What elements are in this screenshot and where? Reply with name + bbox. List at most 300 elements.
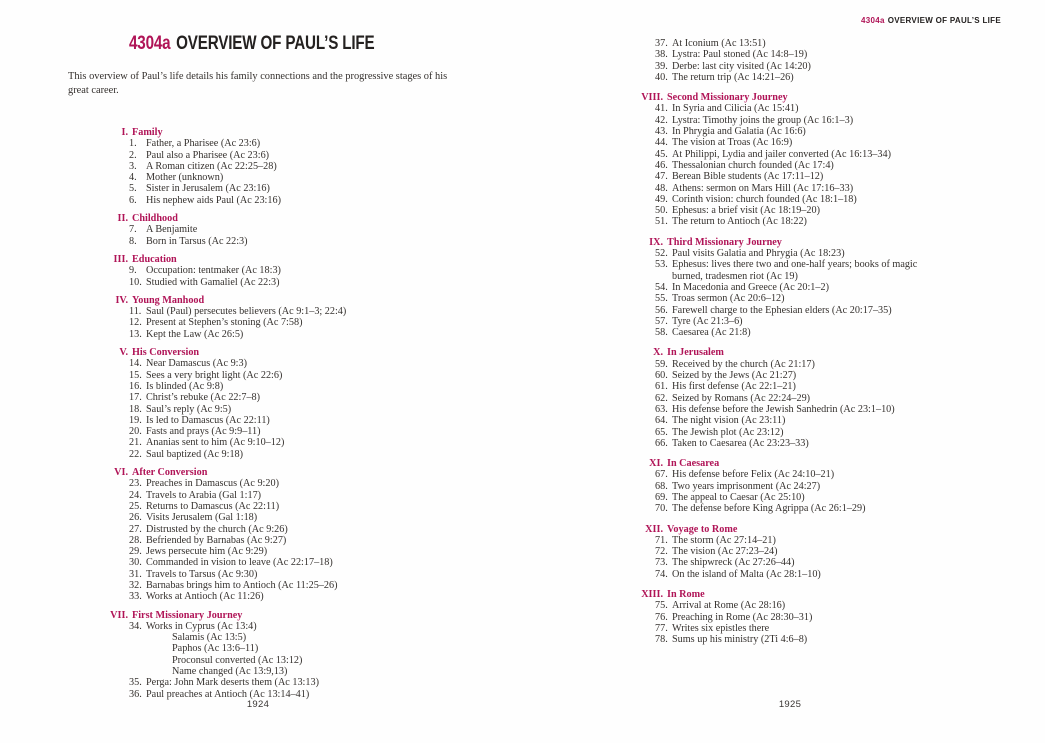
outline-item	[129, 512, 432, 523]
section-title: After Conversion	[132, 467, 208, 479]
item-number: 27.	[129, 523, 142, 535]
outline-section	[637, 237, 943, 339]
section-heading	[98, 295, 432, 306]
item-text: Ephesus: a brief visit (Ac 18:19–20)	[672, 205, 820, 217]
outline-item	[655, 115, 943, 126]
item-text: A Benjamite	[146, 224, 198, 236]
item-text: The appeal to Caesar (Ac 25:10)	[672, 491, 805, 503]
article-number: 4304a	[129, 33, 171, 54]
item-text: The return to Antioch (Ac 18:22)	[672, 216, 807, 228]
outline-item	[129, 195, 432, 206]
outline-item	[655, 481, 943, 492]
item-text: Visits Jerusalem (Gal 1:18)	[146, 512, 258, 524]
outline-item	[655, 359, 943, 370]
item-number: 7.	[129, 224, 137, 236]
outline-section	[637, 347, 943, 449]
article-title	[129, 33, 375, 55]
item-text: Travels to Tarsus (Ac 9:30)	[146, 568, 258, 580]
item-text: Returns to Damascus (Ac 22:11)	[146, 500, 280, 512]
item-text: In Phrygia and Galatia (Ac 16:6)	[672, 126, 806, 138]
outline-item	[129, 358, 432, 369]
item-text: His nephew aids Paul (Ac 23:16)	[146, 194, 281, 206]
item-number: 38.	[655, 49, 668, 61]
item-text: Derbe: last city visited (Ac 14:20)	[672, 60, 811, 72]
section-numeral: IV.	[115, 294, 128, 306]
item-number: 47.	[655, 171, 668, 183]
section-numeral: XI.	[649, 458, 663, 470]
item-text: A Roman citizen (Ac 22:25–28)	[146, 160, 277, 172]
section-items	[637, 469, 943, 514]
item-number: 46.	[655, 159, 668, 171]
outline-item	[655, 370, 943, 381]
section-numeral: VII.	[110, 609, 128, 621]
section-heading	[98, 213, 432, 224]
item-number: 61.	[655, 381, 668, 393]
outline-item	[655, 293, 943, 304]
outline-section	[98, 295, 432, 340]
item-text: Sums up his ministry (2Ti 4:6–8)	[672, 634, 808, 646]
outline-item	[655, 305, 943, 316]
outline-section	[637, 524, 943, 580]
item-text: Seized by the Jews (Ac 21:27)	[672, 370, 797, 382]
outline-item	[655, 546, 943, 557]
outline-right-column	[637, 38, 943, 646]
item-number: 57.	[655, 315, 668, 327]
item-number: 10.	[129, 276, 142, 288]
outline-item	[655, 61, 943, 72]
outline-item	[129, 426, 432, 437]
item-text: Saul baptized (Ac 9:18)	[146, 448, 244, 460]
page-number-right: 1925	[778, 699, 802, 710]
outline-item	[129, 501, 432, 512]
outline-section	[98, 254, 432, 288]
outline-item	[129, 535, 432, 546]
item-text: The vision (Ac 27:23–24)	[672, 546, 778, 558]
outline-item	[655, 72, 943, 83]
outline-item	[129, 329, 432, 340]
item-text: Perga: John Mark deserts them (Ac 13:13)	[146, 677, 319, 689]
outline-item	[655, 427, 943, 438]
item-number: 14.	[129, 358, 142, 370]
item-text: The return trip (Ac 14:21–26)	[672, 71, 794, 83]
outline-item	[129, 490, 432, 501]
outline-item	[129, 370, 432, 381]
item-number: 73.	[655, 557, 668, 569]
item-number: 3.	[129, 160, 137, 172]
outline-section	[98, 610, 432, 700]
outline-item	[129, 277, 432, 288]
item-number: 33.	[129, 591, 142, 603]
item-number: 2.	[129, 149, 137, 161]
outline-item	[655, 393, 943, 404]
section-heading	[637, 92, 943, 103]
item-number: 55.	[655, 293, 668, 305]
item-text: The Jewish plot (Ac 23:12)	[672, 426, 784, 438]
item-text: Barnabas brings him to Antioch (Ac 11:25–26)	[146, 579, 338, 591]
section-numeral: I.	[121, 127, 128, 138]
item-number: 72.	[655, 546, 668, 558]
section-items	[637, 359, 943, 449]
item-number: 77.	[655, 622, 668, 634]
section-items	[98, 306, 432, 340]
item-text: Troas sermon (Ac 20:6–12)	[672, 293, 785, 305]
section-numeral: III.	[113, 253, 128, 265]
outline-item	[129, 161, 432, 172]
item-number: 42.	[655, 114, 668, 126]
outline-section	[637, 458, 943, 514]
outline-item	[655, 569, 943, 580]
outline-section	[637, 92, 943, 228]
outline-item	[655, 634, 943, 645]
item-text: Commanded in vision to leave (Ac 22:17–18)	[146, 557, 333, 569]
item-number: 24.	[129, 489, 142, 501]
section-numeral: X.	[653, 347, 663, 359]
outline-item	[655, 126, 943, 137]
page-number-left: 1924	[246, 699, 270, 710]
right-sections	[637, 92, 943, 645]
item-number: 18.	[129, 403, 142, 415]
item-number: 60.	[655, 370, 668, 382]
outline-section	[98, 127, 432, 206]
item-text: Jews persecute him (Ac 9:29)	[146, 546, 268, 558]
item-number: 49.	[655, 193, 668, 205]
intro-paragraph: This overview of Paul’s life details his family connections and the progressive stages of his great career.	[68, 71, 448, 96]
item-number: 5.	[129, 183, 137, 195]
outline-item	[129, 591, 432, 602]
outline-item	[129, 580, 432, 591]
item-number: 25.	[129, 500, 142, 512]
item-text: Sister in Jerusalem (Ac 23:16)	[146, 183, 270, 195]
item-number: 13.	[129, 328, 142, 340]
outline-item	[655, 438, 943, 449]
item-text: Lystra: Timothy joins the group (Ac 16:1–3)	[672, 114, 854, 126]
outline-item	[655, 38, 943, 49]
section-items	[98, 358, 432, 460]
section-title: In Jerusalem	[667, 347, 724, 359]
item-number: 15.	[129, 369, 142, 381]
item-number: 59.	[655, 358, 668, 370]
outline-item	[129, 546, 432, 557]
outline-item	[655, 194, 943, 205]
item-text: Caesarea (Ac 21:8)	[672, 327, 751, 339]
section-numeral: XIII.	[641, 589, 663, 601]
item-text: Preaching in Rome (Ac 28:30–31)	[672, 611, 813, 623]
item-number: 28.	[129, 534, 142, 546]
section-numeral: XII.	[645, 523, 663, 535]
item-number: 53.	[655, 259, 668, 271]
item-number: 29.	[129, 546, 142, 558]
outline-item	[129, 183, 432, 194]
section-title: Young Manhood	[132, 294, 205, 306]
outline-item	[129, 317, 432, 328]
section-heading	[637, 458, 943, 469]
item-number: 1.	[129, 138, 137, 150]
item-number: 32.	[129, 579, 142, 591]
item-text: The shipwreck (Ac 27:26–44)	[672, 557, 795, 569]
section-heading	[98, 610, 432, 621]
item-number: 19.	[129, 414, 142, 426]
outline-item	[655, 535, 943, 546]
outline-item	[655, 316, 943, 327]
item-number: 17.	[129, 392, 142, 404]
item-text: Christ’s rebuke (Ac 22:7–8)	[146, 392, 261, 404]
outline-item	[129, 449, 432, 460]
item-text: Taken to Caesarea (Ac 23:23–33)	[672, 437, 809, 449]
section-items	[637, 600, 943, 645]
item-number: 76.	[655, 611, 668, 623]
outline-item	[129, 689, 432, 700]
item-number: 58.	[655, 327, 668, 339]
article-title-text: OVERVIEW OF PAUL’S LIFE	[176, 33, 375, 54]
item-text: Writes six epistles there	[672, 622, 770, 634]
outline-section	[98, 467, 432, 603]
section-title: Family	[132, 127, 163, 138]
outline-item	[129, 569, 432, 580]
outline-item	[129, 478, 432, 489]
item-number: 22.	[129, 448, 142, 460]
item-number: 64.	[655, 415, 668, 427]
outline-item	[655, 137, 943, 148]
item-text: Works in Cyprus (Ac 13:4)	[146, 620, 257, 632]
outline-item	[655, 259, 943, 282]
outline-subitem	[129, 632, 432, 643]
item-text: Befriended by Barnabas (Ac 9:27)	[146, 534, 287, 546]
outline-item	[655, 404, 943, 415]
section-heading	[98, 127, 432, 138]
outline-item	[655, 160, 943, 171]
item-text: Occupation: tentmaker (Ac 18:3)	[146, 265, 281, 277]
item-number: 21.	[129, 437, 142, 449]
outline-item	[129, 404, 432, 415]
outline-item	[655, 49, 943, 60]
section-numeral: V.	[119, 347, 128, 359]
item-text: Works at Antioch (Ac 11:26)	[146, 591, 264, 603]
section-items	[637, 535, 943, 580]
item-number: 35.	[129, 677, 142, 689]
section-items	[98, 621, 432, 700]
outline-subitem	[129, 655, 432, 666]
outline-item	[129, 150, 432, 161]
running-head	[861, 16, 1001, 25]
item-text: Near Damascus (Ac 9:3)	[146, 358, 247, 370]
outline-item	[129, 621, 432, 632]
section-heading	[637, 237, 943, 248]
item-number: 67.	[655, 469, 668, 481]
item-text: Paul visits Galatia and Phrygia (Ac 18:23)	[672, 248, 845, 260]
outline-item	[129, 138, 432, 149]
item-text: Two years imprisonment (Ac 24:27)	[672, 480, 821, 492]
item-number: 4.	[129, 172, 137, 184]
item-text: Seized by Romans (Ac 22:24–29)	[672, 392, 811, 404]
section-items	[98, 478, 432, 602]
section-items	[637, 248, 943, 338]
outline-item	[129, 381, 432, 392]
item-text: Paphos (Ac 13:6–11)	[172, 643, 259, 655]
item-text: Travels to Arabia (Gal 1:17)	[146, 489, 262, 501]
outline-item	[655, 623, 943, 634]
outline-item	[129, 677, 432, 688]
item-text: Father, a Pharisee (Ac 23:6)	[146, 138, 261, 150]
outline-item	[129, 524, 432, 535]
item-number: 20.	[129, 426, 142, 438]
item-text: Proconsul converted (Ac 13:12)	[172, 654, 303, 666]
section-items	[98, 265, 432, 288]
section-title: Third Missionary Journey	[667, 236, 782, 248]
item-text: On the island of Malta (Ac 28:1–10)	[672, 568, 821, 580]
section-heading	[637, 524, 943, 535]
section-items	[98, 138, 432, 206]
outline-item	[655, 469, 943, 480]
item-number: 50.	[655, 205, 668, 217]
item-number: 71.	[655, 534, 668, 546]
item-number: 6.	[129, 194, 137, 206]
item-number: 51.	[655, 216, 668, 228]
item-text: Saul (Paul) persecutes believers (Ac 9:1–3; 22:4)	[146, 306, 347, 318]
item-text: The defense before King Agrippa (Ac 26:1–29)	[672, 503, 866, 515]
item-text: His defense before Felix (Ac 24:10–21)	[672, 469, 835, 481]
section-title: In Caesarea	[667, 458, 720, 470]
item-number: 11.	[129, 306, 142, 318]
outline-item	[655, 248, 943, 259]
outline-item	[655, 557, 943, 568]
section-title: Childhood	[132, 213, 178, 225]
item-number: 56.	[655, 304, 668, 316]
section-heading	[98, 347, 432, 358]
section-numeral: VIII.	[641, 92, 663, 104]
outline-item	[129, 236, 432, 247]
outline-item	[655, 282, 943, 293]
outline-section	[98, 347, 432, 460]
item-number: 23.	[129, 478, 142, 490]
item-number: 69.	[655, 491, 668, 503]
item-number: 43.	[655, 126, 668, 138]
item-text: Corinth vision: church founded (Ac 18:1–18)	[672, 193, 857, 205]
item-number: 37.	[655, 38, 668, 49]
item-number: 40.	[655, 71, 668, 83]
item-text: Lystra: Paul stoned (Ac 14:8–19)	[672, 49, 808, 61]
outline-item	[129, 306, 432, 317]
item-text: His first defense (Ac 22:1–21)	[672, 381, 796, 393]
outline-item	[655, 612, 943, 623]
item-number: 48.	[655, 182, 668, 194]
outline-item	[129, 392, 432, 403]
item-number: 44.	[655, 137, 668, 149]
item-text: Distrusted by the church (Ac 9:26)	[146, 523, 288, 535]
item-text: Preaches in Damascus (Ac 9:20)	[146, 478, 279, 490]
section-numeral: VI.	[114, 467, 128, 479]
outline-item	[129, 265, 432, 276]
running-head-text: OVERVIEW OF PAUL’S LIFE	[887, 16, 1001, 25]
item-number: 34.	[129, 620, 142, 632]
item-number: 63.	[655, 403, 668, 415]
item-text: Tyre (Ac 21:3–6)	[672, 315, 743, 327]
section-title: First Missionary Journey	[132, 609, 243, 621]
outline-item	[655, 492, 943, 503]
item-text: Is led to Damascus (Ac 22:11)	[146, 414, 270, 426]
item-text: Name changed (Ac 13:9,13)	[172, 666, 288, 678]
item-text: Farewell charge to the Ephesian elders (Ac 20:17–35)	[672, 304, 892, 316]
item-number: 74.	[655, 568, 668, 580]
item-number: 16.	[129, 380, 142, 392]
item-number: 36.	[129, 688, 142, 700]
item-number: 66.	[655, 437, 668, 449]
section-items	[637, 103, 943, 227]
outline-item	[655, 415, 943, 426]
item-text: Sees a very bright light (Ac 22:6)	[146, 369, 283, 381]
item-number: 39.	[655, 60, 668, 72]
outline-item	[129, 172, 432, 183]
item-text: Paul preaches at Antioch (Ac 13:14–41)	[146, 688, 310, 700]
outline-item	[655, 171, 943, 182]
item-text: Present at Stephen’s stoning (Ac 7:58)	[146, 317, 303, 329]
item-number: 31.	[129, 568, 142, 580]
outline-section	[637, 589, 943, 645]
item-number: 54.	[655, 281, 668, 293]
item-text: At Philippi, Lydia and jailer converted (Ac 16:13–34)	[672, 148, 891, 160]
item-number: 70.	[655, 503, 668, 515]
item-number: 62.	[655, 392, 668, 404]
item-text: Kept the Law (Ac 26:5)	[146, 328, 244, 340]
outline-item	[129, 224, 432, 235]
item-text: Mother (unknown)	[146, 172, 224, 184]
section-heading	[98, 467, 432, 478]
item-text: The vision at Troas (Ac 16:9)	[672, 137, 793, 149]
outline-item	[655, 600, 943, 611]
item-number: 68.	[655, 480, 668, 492]
item-text: In Syria and Cilicia (Ac 15:41)	[672, 103, 799, 115]
outline-item	[129, 437, 432, 448]
section-heading	[98, 254, 432, 265]
outline-item	[655, 381, 943, 392]
running-head-number: 4304a	[860, 16, 885, 25]
outline-item	[655, 103, 943, 114]
item-number: 65.	[655, 426, 668, 438]
outline-item	[655, 327, 943, 338]
section-numeral: II.	[117, 213, 128, 225]
section-title: Second Missionary Journey	[667, 92, 788, 104]
item-text: Fasts and prays (Ac 9:9–11)	[146, 426, 261, 438]
outline-item	[129, 557, 432, 568]
item-text: The night vision (Ac 23:11)	[672, 415, 786, 427]
item-number: 41.	[655, 103, 668, 115]
item-text: His defense before the Jewish Sanhedrin (Ac 23:1–10)	[672, 403, 895, 415]
item-text: Ephesus: lives there two and one-half years; books of magic burned, tradesmen riot (Ac 19)	[672, 259, 918, 282]
section-heading	[637, 589, 943, 600]
outline-item	[655, 149, 943, 160]
item-text: Is blinded (Ac 9:8)	[146, 380, 224, 392]
section-heading	[637, 347, 943, 358]
outline-section	[98, 213, 432, 247]
item-text: Studied with Gamaliel (Ac 22:3)	[146, 276, 280, 288]
outline-item	[129, 415, 432, 426]
section-title: In Rome	[667, 589, 705, 601]
item-text: In Macedonia and Greece (Ac 20:1–2)	[672, 281, 829, 293]
outline-subitem	[129, 643, 432, 654]
item-number: 52.	[655, 248, 668, 260]
outline-item	[655, 503, 943, 514]
section-title: Education	[132, 253, 177, 265]
item-text: Arrival at Rome (Ac 28:16)	[672, 600, 786, 612]
item-text: Saul’s reply (Ac 9:5)	[146, 403, 232, 415]
item-text: Received by the church (Ac 21:17)	[672, 358, 815, 370]
section-title: Voyage to Rome	[667, 523, 738, 535]
item-text: Paul also a Pharisee (Ac 23:6)	[146, 149, 270, 161]
outline-subitem	[129, 666, 432, 677]
item-text: Ananias sent to him (Ac 9:10–12)	[146, 437, 285, 449]
item-number: 75.	[655, 600, 668, 612]
item-number: 78.	[655, 634, 668, 646]
item-number: 12.	[129, 317, 142, 329]
